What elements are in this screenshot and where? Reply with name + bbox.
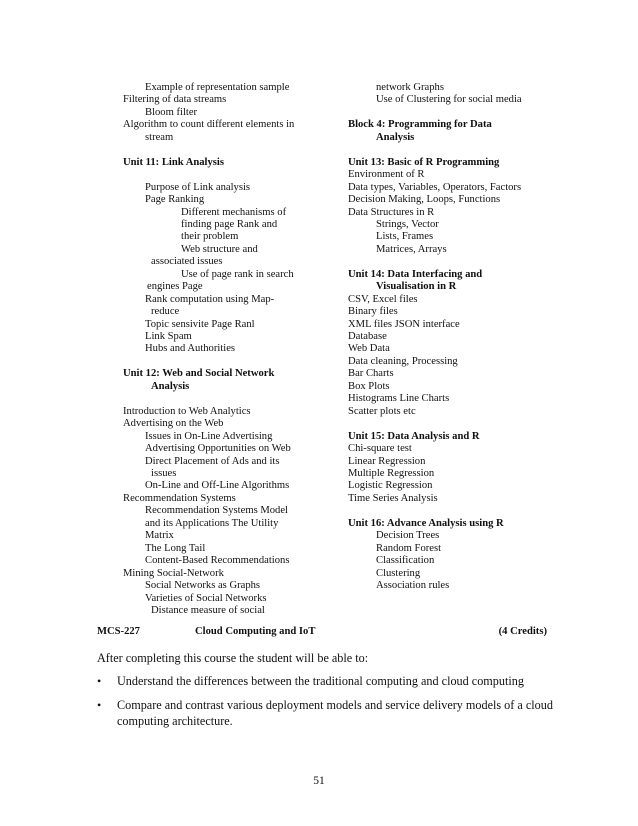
topic-line: Scatter plots etc [348, 405, 416, 417]
topic-line: Box Plots [348, 380, 390, 392]
topic-line: Bar Charts [348, 368, 394, 380]
topic-line: Introduction to Web Analytics [123, 405, 251, 417]
outcome-item [97, 673, 557, 689]
topic-line: Environment of R [348, 169, 425, 181]
topic-line: XML files JSON interface [348, 318, 460, 330]
outcome-text: Compare and contrast various deployment models and service delivery models of a cloud computing architecture. [117, 698, 553, 728]
spacer-line [348, 256, 548, 268]
spacer-line [123, 144, 323, 156]
topic-line: stream [145, 131, 174, 143]
topic-line: issues [151, 467, 177, 479]
topic-line: Web Data [348, 343, 390, 355]
topic-line: Mining Social-Network [123, 567, 224, 579]
topic-line: Advertising Opportunities on Web [145, 443, 291, 455]
topic-line: The Long Tail [145, 542, 206, 554]
spacer-line [123, 393, 323, 405]
topic-line: Logistic Regression [348, 480, 433, 492]
outcome-text: Understand the differences between the traditional computing and cloud computing [117, 674, 524, 688]
topic-line: finding page Rank and [181, 218, 278, 230]
topic-line: Use of page rank in search [181, 268, 294, 280]
topic-line: Rank computation using Map- [145, 293, 275, 305]
topic-line: Web structure and [181, 243, 258, 255]
topic-line: Strings, Vector [376, 218, 439, 230]
topic-line: reduce [151, 306, 180, 318]
bullet-icon: • [97, 674, 102, 688]
course-title: Cloud Computing and IoT [195, 626, 316, 637]
topic-line: Chi-square test [348, 443, 412, 455]
topic-line: Data types, Variables, Operators, Factors [348, 181, 522, 193]
spacer-line [348, 418, 548, 430]
topic-line: Page Ranking [145, 194, 205, 206]
topic-line: Linear Regression [348, 455, 426, 467]
unit-heading: Unit 14: Data Interfacing and [348, 268, 483, 280]
topic-line: Histograms Line Charts [348, 393, 450, 405]
topic-line: Association rules [376, 580, 450, 592]
bullet-icon: • [97, 698, 102, 712]
topic-line: Issues in On-Line Advertising [145, 430, 273, 442]
course-header [97, 626, 547, 640]
topic-line: Hubs and Authorities [145, 343, 236, 355]
topic-line: Advertising on the Web [123, 418, 224, 430]
topic-line: and its Applications The Utility [145, 517, 279, 529]
unit-heading: Visualisation in R [376, 281, 457, 293]
topic-line: Bloom filter [145, 106, 198, 118]
outcome-item [97, 697, 557, 729]
unit-heading: Analysis [151, 380, 190, 392]
topic-line: associated issues [151, 256, 223, 268]
spacer-line [348, 144, 548, 156]
course-credits: (4 Credits) [498, 626, 547, 637]
unit-heading: Unit 12: Web and Social Network [123, 368, 275, 380]
spacer-line [123, 169, 323, 181]
topic-line: network Graphs [376, 82, 444, 93]
topic-line: Decision Trees [376, 530, 440, 542]
topic-line: Social Networks as Graphs [145, 580, 261, 592]
unit-heading: Unit 11: Link Analysis [123, 156, 224, 168]
spacer-line [348, 107, 548, 119]
topic-line: Algorithm to count different elements in [123, 119, 295, 131]
topic-line: Different mechanisms of [181, 206, 287, 218]
topic-line: Classification [376, 555, 435, 567]
topic-line: Binary files [348, 306, 398, 318]
topic-line: Distance measure of social [151, 604, 265, 616]
outcome-list [97, 673, 557, 737]
topic-line: On-Line and Off-Line Algorithms [145, 480, 290, 492]
topic-line: Lists, Frames [376, 231, 434, 243]
topic-line: Multiple Regression [348, 467, 435, 479]
course-intro: After completing this course the student will be able to: [97, 651, 369, 665]
topic-line: their problem [181, 231, 239, 243]
unit-heading: Unit 16: Advance Analysis using R [348, 517, 504, 529]
course-code: MCS-227 [97, 626, 140, 637]
page-number: 51 [313, 775, 325, 787]
topic-line: Clustering [376, 567, 421, 579]
topic-line: Time Series Analysis [348, 492, 438, 504]
topic-line: Purpose of Link analysis [145, 181, 251, 193]
topic-line: Filtering of data streams [123, 94, 227, 106]
topic-line: Decision Making, Loops, Functions [348, 194, 501, 206]
unit-heading: Unit 15: Data Analysis and R [348, 430, 480, 442]
topic-line: Recommendation Systems [123, 492, 236, 504]
right-syllabus-column [348, 82, 548, 593]
topic-line: Matrices, Arrays [376, 243, 447, 255]
topic-line: Data cleaning, Processing [348, 355, 458, 367]
topic-line: engines Page [147, 281, 203, 293]
topic-line: CSV, Excel files [348, 293, 418, 305]
topic-line: Varieties of Social Networks [145, 592, 267, 604]
topic-line: Matrix [145, 530, 174, 542]
unit-heading: Analysis [376, 131, 415, 143]
topic-line: Use of Clustering for social media [376, 94, 522, 106]
topic-line: Example of representation sample [145, 82, 290, 93]
unit-heading: Unit 13: Basic of R Programming [348, 156, 500, 168]
topic-line: Link Spam [145, 331, 192, 343]
unit-heading: Block 4: Programming for Data [348, 119, 492, 131]
topic-line: Data Structures in R [348, 206, 435, 218]
topic-line: Recommendation Systems Model [145, 505, 289, 517]
topic-line: Content-Based Recommendations [145, 555, 290, 567]
left-syllabus-column [123, 82, 323, 617]
topic-line: Direct Placement of Ads and its [145, 455, 280, 467]
topic-line: Random Forest [376, 542, 442, 554]
topic-line: Database [348, 331, 387, 343]
topic-line: Topic sensivite Page Ranl [145, 318, 255, 330]
spacer-line [348, 505, 548, 517]
spacer-line [123, 356, 323, 368]
